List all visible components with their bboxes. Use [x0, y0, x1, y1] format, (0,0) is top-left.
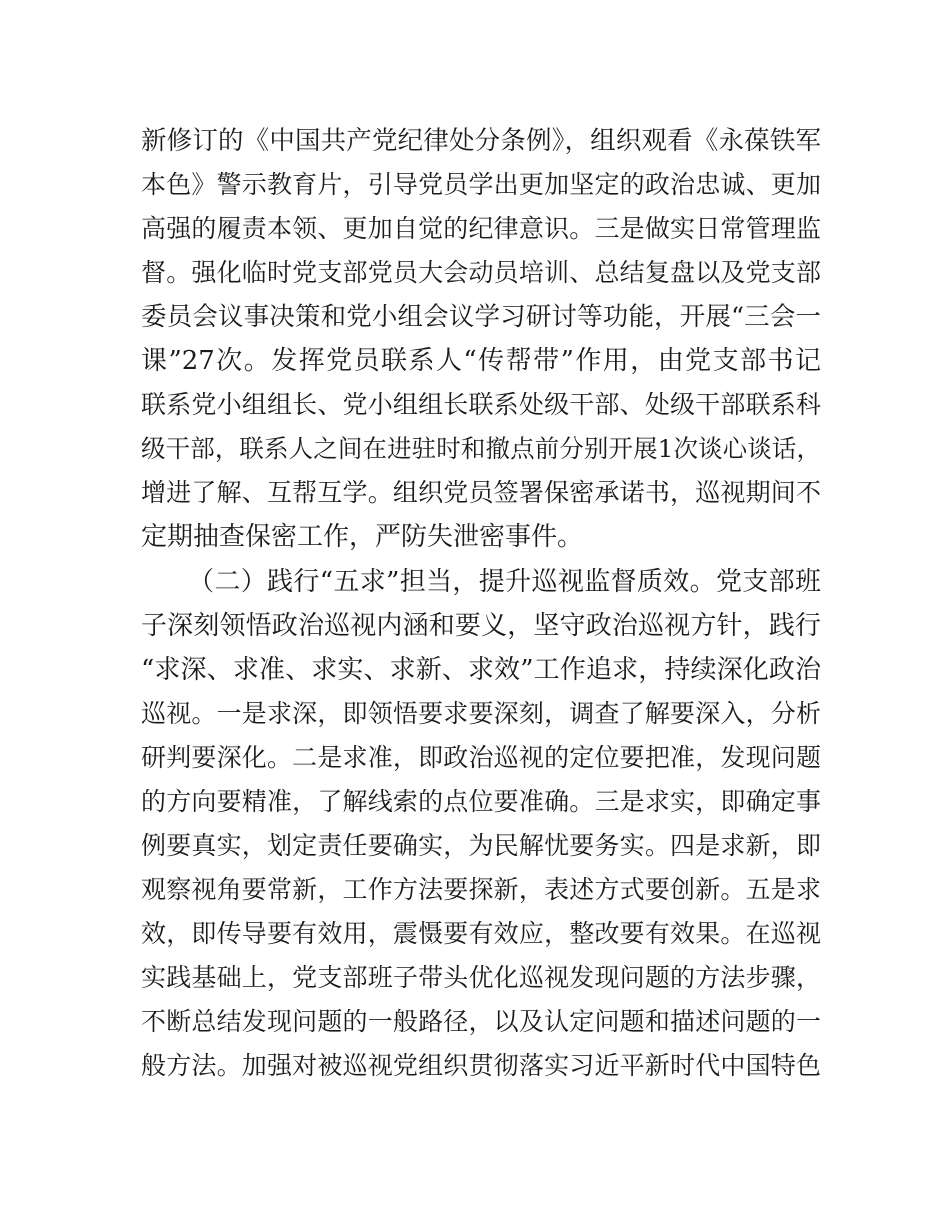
paragraph-1-line: 委员会议事决策和党小组会议学习研讨等功能，开展“三会一 [141, 302, 821, 332]
paragraph-2-line: 巡视。一是求深，即领悟要求要深刻，调查了解要深入，分析 [141, 699, 821, 728]
paragraph-2-line: 般方法。加强对被巡视党组织贯彻落实习近平新时代中国特色 [141, 1051, 821, 1080]
paragraph-1-line: 增进了解、互帮互学。组织党员签署保密承诺书，巡视期间不 [141, 478, 821, 507]
paragraph-2-line: 观察视角要常新，工作方法要探新，表述方式要创新。五是求 [141, 875, 821, 904]
paragraph-2-line: 实践基础上，党支部班子带头优化巡视发现问题的方法步骤， [141, 963, 821, 992]
paragraph-1-line: 高强的履责本领、更加自觉的纪律意识。三是做实日常管理监 [141, 214, 821, 243]
paragraph-1-line: 新修订的《中国共产党纪律处分条例》，组织观看《永葆铁军 [141, 126, 821, 156]
paragraph-1-line: 定期抽查保密工作，严防失泄密事件。 [141, 522, 584, 552]
paragraph-2-line: 子深刻领悟政治巡视内涵和要义，坚守政治巡视方针，践行 [141, 611, 821, 641]
paragraph-1-line: 级干部，联系人之间在进驻时和撤点前分别开展1次谈心谈话， [141, 434, 821, 463]
paragraph-2-line: 例要真实，划定责任要确实，为民解忧要务实。四是求新，即 [141, 831, 821, 860]
paragraph-1-line: 联系党小组组长、党小组组长联系处级干部、处级干部联系科 [141, 390, 821, 419]
paragraph-1-line: 本色》警示教育片，引导党员学出更加坚定的政治忠诚、更加 [141, 170, 821, 199]
paragraph-1-line: 督。强化临时党支部党员大会动员培训、总结复盘以及党支部 [141, 258, 821, 287]
paragraph-2-line: 不断总结发现问题的一般路径，以及认定问题和描述问题的一 [141, 1007, 821, 1036]
paragraph-2-line: “求深、求准、求实、求新、求效”工作追求，持续深化政治 [141, 655, 821, 685]
paragraph-2-line: 的方向要精准，了解线索的点位要准确。三是求实，即确定事 [141, 787, 821, 816]
paragraph-2-line: （二）践行“五求”担当，提升巡视监督质效。党支部班 [188, 567, 821, 597]
paragraph-2-line: 效，即传导要有效用，震慑要有效应，整改要有效果。在巡视 [141, 919, 821, 948]
paragraph-1-line: 课”27次。发挥党员联系人“传帮带”作用，由党支部书记 [141, 346, 821, 376]
paragraph-2-line: 研判要深化。二是求准，即政治巡视的定位要把准，发现问题 [141, 743, 821, 772]
